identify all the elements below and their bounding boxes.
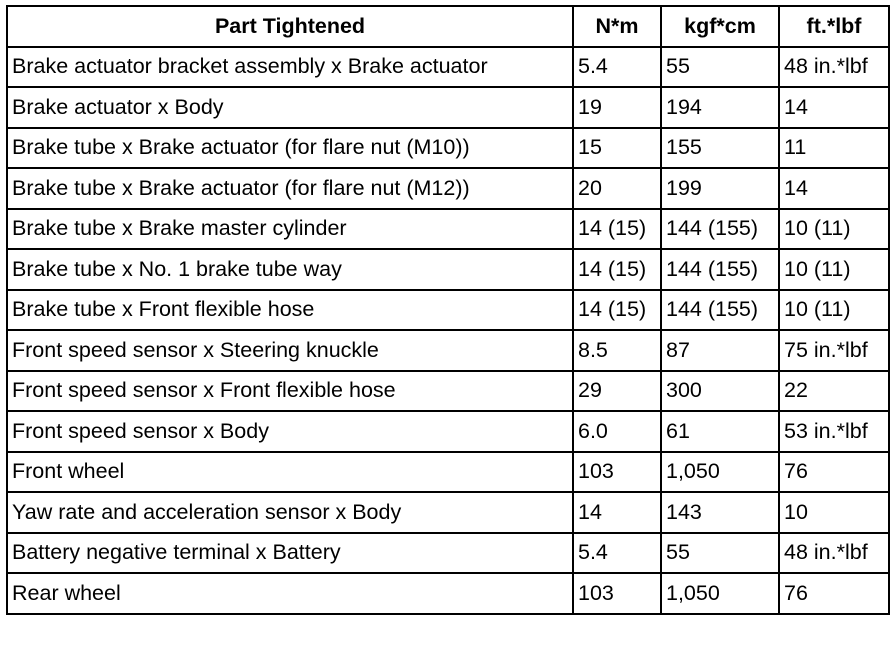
table-row (7, 47, 889, 88)
table-row (7, 411, 889, 452)
torque-specification-table (6, 5, 890, 615)
part-cell: Rear wheel (7, 573, 573, 614)
table-row (7, 330, 889, 371)
part-cell: Front speed sensor x Steering knuckle (7, 330, 573, 371)
kgf-cm-cell: 87 (661, 330, 779, 371)
ft-lbf-cell: 22 (779, 371, 889, 412)
table-row (7, 290, 889, 331)
ft-lbf-cell: 11 (779, 128, 889, 169)
ft-lbf-cell: 10 (779, 492, 889, 533)
part-cell: Brake tube x Brake actuator (for flare nut (M10)) (7, 128, 573, 169)
kgf-cm-cell: 144 (155) (661, 209, 779, 250)
part-cell: Front speed sensor x Body (7, 411, 573, 452)
kgf-cm-cell: 55 (661, 47, 779, 88)
part-cell: Brake tube x Brake master cylinder (7, 209, 573, 250)
ft-lbf-cell: 48 in.*lbf (779, 533, 889, 574)
ft-lbf-cell: 10 (11) (779, 209, 889, 250)
kgf-cm-cell: 144 (155) (661, 249, 779, 290)
nm-cell: 5.4 (573, 47, 661, 88)
ft-lbf-cell: 14 (779, 168, 889, 209)
header-nm: N*m (573, 6, 661, 47)
ft-lbf-cell: 75 in.*lbf (779, 330, 889, 371)
table-row (7, 492, 889, 533)
kgf-cm-cell: 144 (155) (661, 290, 779, 331)
part-cell: Yaw rate and acceleration sensor x Body (7, 492, 573, 533)
table-row (7, 533, 889, 574)
table-row (7, 87, 889, 128)
ft-lbf-cell: 76 (779, 573, 889, 614)
ft-lbf-cell: 10 (11) (779, 290, 889, 331)
ft-lbf-cell: 76 (779, 452, 889, 493)
nm-cell: 103 (573, 452, 661, 493)
part-cell: Brake actuator bracket assembly x Brake actuator (7, 47, 573, 88)
ft-lbf-cell: 10 (11) (779, 249, 889, 290)
part-cell: Brake actuator x Body (7, 87, 573, 128)
kgf-cm-cell: 155 (661, 128, 779, 169)
nm-cell: 5.4 (573, 533, 661, 574)
nm-cell: 19 (573, 87, 661, 128)
header-ft-lbf: ft.*lbf (779, 6, 889, 47)
nm-cell: 103 (573, 573, 661, 614)
ft-lbf-cell: 53 in.*lbf (779, 411, 889, 452)
part-cell: Battery negative terminal x Battery (7, 533, 573, 574)
part-cell: Front wheel (7, 452, 573, 493)
table-row (7, 168, 889, 209)
part-cell: Front speed sensor x Front flexible hose (7, 371, 573, 412)
nm-cell: 29 (573, 371, 661, 412)
nm-cell: 20 (573, 168, 661, 209)
kgf-cm-cell: 199 (661, 168, 779, 209)
table-header-row (7, 6, 889, 47)
kgf-cm-cell: 1,050 (661, 452, 779, 493)
part-cell: Brake tube x No. 1 brake tube way (7, 249, 573, 290)
kgf-cm-cell: 300 (661, 371, 779, 412)
nm-cell: 14 (15) (573, 290, 661, 331)
table-row (7, 209, 889, 250)
table-row (7, 249, 889, 290)
header-part-tightened: Part Tightened (7, 6, 573, 47)
ft-lbf-cell: 48 in.*lbf (779, 47, 889, 88)
kgf-cm-cell: 1,050 (661, 573, 779, 614)
header-kgf-cm: kgf*cm (661, 6, 779, 47)
table-row (7, 452, 889, 493)
nm-cell: 14 (15) (573, 249, 661, 290)
nm-cell: 14 (573, 492, 661, 533)
part-cell: Brake tube x Brake actuator (for flare nut (M12)) (7, 168, 573, 209)
kgf-cm-cell: 55 (661, 533, 779, 574)
nm-cell: 14 (15) (573, 209, 661, 250)
nm-cell: 6.0 (573, 411, 661, 452)
kgf-cm-cell: 61 (661, 411, 779, 452)
table-row (7, 371, 889, 412)
part-cell: Brake tube x Front flexible hose (7, 290, 573, 331)
kgf-cm-cell: 143 (661, 492, 779, 533)
table-row (7, 573, 889, 614)
nm-cell: 8.5 (573, 330, 661, 371)
ft-lbf-cell: 14 (779, 87, 889, 128)
table-row (7, 128, 889, 169)
nm-cell: 15 (573, 128, 661, 169)
kgf-cm-cell: 194 (661, 87, 779, 128)
